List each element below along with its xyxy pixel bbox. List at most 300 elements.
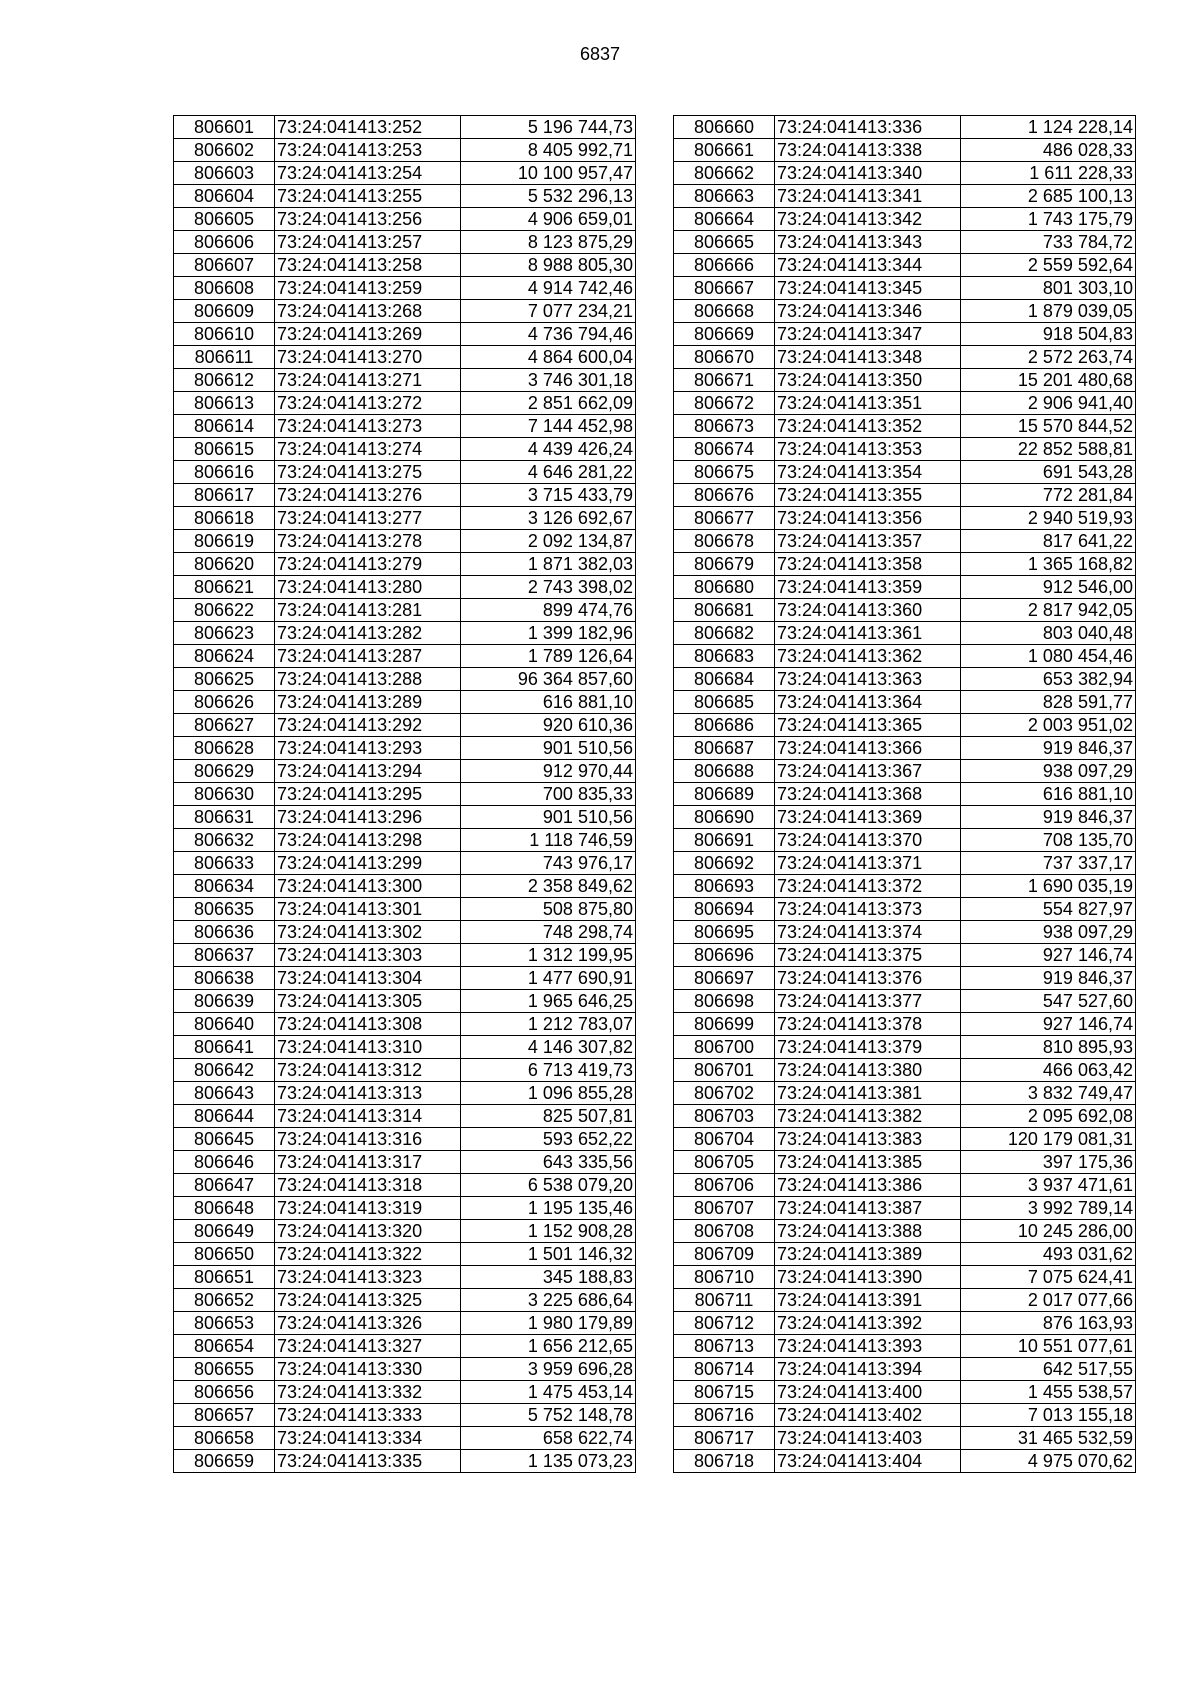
value-cell: 2 095 692,08 (961, 1105, 1136, 1128)
cadastral-number-cell: 73:24:041413:359 (775, 576, 961, 599)
cadastral-number-cell: 73:24:041413:296 (275, 806, 461, 829)
cadastral-number-cell: 73:24:041413:330 (275, 1358, 461, 1381)
table-row (674, 944, 1136, 967)
cadastral-number-cell: 73:24:041413:387 (775, 1197, 961, 1220)
value-cell: 1 312 199,95 (461, 944, 636, 967)
cadastral-number-cell: 73:24:041413:381 (775, 1082, 961, 1105)
cadastral-number-cell: 73:24:041413:325 (275, 1289, 461, 1312)
cadastral-number-cell: 73:24:041413:390 (775, 1266, 961, 1289)
table-row (174, 392, 636, 415)
value-cell: 466 063,42 (961, 1059, 1136, 1082)
table-row (174, 1381, 636, 1404)
cadastral-number-cell: 73:24:041413:252 (275, 116, 461, 139)
cadastral-number-cell: 73:24:041413:345 (775, 277, 961, 300)
cadastral-number-cell: 73:24:041413:373 (775, 898, 961, 921)
cadastral-number-cell: 73:24:041413:386 (775, 1174, 961, 1197)
cadastral-number-cell: 73:24:041413:385 (775, 1151, 961, 1174)
row-number-cell: 806607 (174, 254, 275, 277)
value-cell: 1 879 039,05 (961, 300, 1136, 323)
row-number-cell: 806646 (174, 1151, 275, 1174)
value-cell: 772 281,84 (961, 484, 1136, 507)
cadastral-number-cell: 73:24:041413:317 (275, 1151, 461, 1174)
value-cell: 642 517,55 (961, 1358, 1136, 1381)
value-cell: 4 439 426,24 (461, 438, 636, 461)
table-row (174, 921, 636, 944)
cadastral-number-cell: 73:24:041413:319 (275, 1197, 461, 1220)
value-cell: 8 405 992,71 (461, 139, 636, 162)
cadastral-number-cell: 73:24:041413:253 (275, 139, 461, 162)
cadastral-number-cell: 73:24:041413:300 (275, 875, 461, 898)
table-row (674, 277, 1136, 300)
value-cell: 708 135,70 (961, 829, 1136, 852)
cadastral-number-cell: 73:24:041413:302 (275, 921, 461, 944)
row-number-cell: 806679 (674, 553, 775, 576)
table-row (174, 438, 636, 461)
cadastral-number-cell: 73:24:041413:318 (275, 1174, 461, 1197)
cadastral-number-cell: 73:24:041413:392 (775, 1312, 961, 1335)
value-cell: 554 827,97 (961, 898, 1136, 921)
cadastral-number-cell: 73:24:041413:338 (775, 139, 961, 162)
value-cell: 8 988 805,30 (461, 254, 636, 277)
cadastral-number-cell: 73:24:041413:383 (775, 1128, 961, 1151)
value-cell: 2 851 662,09 (461, 392, 636, 415)
table-row (174, 484, 636, 507)
table-row (174, 300, 636, 323)
row-number-cell: 806691 (674, 829, 775, 852)
table-row (674, 1450, 1136, 1473)
value-cell: 1 212 783,07 (461, 1013, 636, 1036)
table-row (174, 875, 636, 898)
row-number-cell: 806611 (174, 346, 275, 369)
row-number-cell: 806680 (674, 576, 775, 599)
table-row (674, 1197, 1136, 1220)
row-number-cell: 806716 (674, 1404, 775, 1427)
value-cell: 616 881,10 (961, 783, 1136, 806)
cadastral-number-cell: 73:24:041413:313 (275, 1082, 461, 1105)
row-number-cell: 806690 (674, 806, 775, 829)
cadastral-number-cell: 73:24:041413:341 (775, 185, 961, 208)
row-number-cell: 806601 (174, 116, 275, 139)
value-cell: 1 124 228,14 (961, 116, 1136, 139)
row-number-cell: 806700 (674, 1036, 775, 1059)
cadastral-number-cell: 73:24:041413:312 (275, 1059, 461, 1082)
value-cell: 31 465 532,59 (961, 1427, 1136, 1450)
cadastral-number-cell: 73:24:041413:287 (275, 645, 461, 668)
value-cell: 901 510,56 (461, 737, 636, 760)
row-number-cell: 806678 (674, 530, 775, 553)
table-row (174, 783, 636, 806)
value-cell: 3 746 301,18 (461, 369, 636, 392)
value-cell: 743 976,17 (461, 852, 636, 875)
table-row (674, 139, 1136, 162)
value-cell: 5 196 744,73 (461, 116, 636, 139)
row-number-cell: 806675 (674, 461, 775, 484)
value-cell: 817 641,22 (961, 530, 1136, 553)
row-number-cell: 806605 (174, 208, 275, 231)
row-number-cell: 806603 (174, 162, 275, 185)
row-number-cell: 806643 (174, 1082, 275, 1105)
cadastral-number-cell: 73:24:041413:354 (775, 461, 961, 484)
value-cell: 4 646 281,22 (461, 461, 636, 484)
value-cell: 2 743 398,02 (461, 576, 636, 599)
cadastral-number-cell: 73:24:041413:355 (775, 484, 961, 507)
row-number-cell: 806698 (674, 990, 775, 1013)
table-row (174, 1036, 636, 1059)
table-row (674, 760, 1136, 783)
row-number-cell: 806639 (174, 990, 275, 1013)
row-number-cell: 806658 (174, 1427, 275, 1450)
cadastral-number-cell: 73:24:041413:404 (775, 1450, 961, 1473)
row-number-cell: 806671 (674, 369, 775, 392)
table-row (674, 208, 1136, 231)
value-cell: 918 504,83 (961, 323, 1136, 346)
cadastral-number-cell: 73:24:041413:305 (275, 990, 461, 1013)
cadastral-number-cell: 73:24:041413:275 (275, 461, 461, 484)
cadastral-number-cell: 73:24:041413:389 (775, 1243, 961, 1266)
row-number-cell: 806602 (174, 139, 275, 162)
value-cell: 547 527,60 (961, 990, 1136, 1013)
cadastral-number-cell: 73:24:041413:258 (275, 254, 461, 277)
cadastral-number-cell: 73:24:041413:377 (775, 990, 961, 1013)
table-row (174, 415, 636, 438)
cadastral-number-cell: 73:24:041413:332 (275, 1381, 461, 1404)
value-cell: 15 570 844,52 (961, 415, 1136, 438)
table-row (174, 622, 636, 645)
value-cell: 4 914 742,46 (461, 277, 636, 300)
value-cell: 1 195 135,46 (461, 1197, 636, 1220)
table-row (674, 1128, 1136, 1151)
value-cell: 899 474,76 (461, 599, 636, 622)
table-row (174, 1358, 636, 1381)
value-cell: 15 201 480,68 (961, 369, 1136, 392)
value-cell: 7 075 624,41 (961, 1266, 1136, 1289)
table-row (174, 1450, 636, 1473)
value-cell: 803 040,48 (961, 622, 1136, 645)
row-number-cell: 806627 (174, 714, 275, 737)
cadastral-number-cell: 73:24:041413:288 (275, 668, 461, 691)
value-cell: 825 507,81 (461, 1105, 636, 1128)
table-row (174, 1404, 636, 1427)
table-row (174, 852, 636, 875)
row-number-cell: 806631 (174, 806, 275, 829)
table-row (174, 1105, 636, 1128)
row-number-cell: 806647 (174, 1174, 275, 1197)
table-row (174, 162, 636, 185)
cadastral-number-cell: 73:24:041413:376 (775, 967, 961, 990)
value-cell: 1 475 453,14 (461, 1381, 636, 1404)
row-number-cell: 806712 (674, 1312, 775, 1335)
row-number-cell: 806659 (174, 1450, 275, 1473)
value-cell: 6 538 079,20 (461, 1174, 636, 1197)
row-number-cell: 806624 (174, 645, 275, 668)
table-row (674, 231, 1136, 254)
value-cell: 10 245 286,00 (961, 1220, 1136, 1243)
cadastral-number-cell: 73:24:041413:351 (775, 392, 961, 415)
row-number-cell: 806686 (674, 714, 775, 737)
right-data-table (673, 115, 1136, 1473)
row-number-cell: 806693 (674, 875, 775, 898)
value-cell: 22 852 588,81 (961, 438, 1136, 461)
table-row (674, 1289, 1136, 1312)
table-row (174, 185, 636, 208)
value-cell: 1 365 168,82 (961, 553, 1136, 576)
cadastral-number-cell: 73:24:041413:388 (775, 1220, 961, 1243)
row-number-cell: 806699 (674, 1013, 775, 1036)
table-row (674, 415, 1136, 438)
value-cell: 927 146,74 (961, 944, 1136, 967)
cadastral-number-cell: 73:24:041413:257 (275, 231, 461, 254)
table-row (674, 668, 1136, 691)
cadastral-number-cell: 73:24:041413:352 (775, 415, 961, 438)
value-cell: 1 399 182,96 (461, 622, 636, 645)
table-row (174, 645, 636, 668)
row-number-cell: 806636 (174, 921, 275, 944)
value-cell: 4 146 307,82 (461, 1036, 636, 1059)
row-number-cell: 806683 (674, 645, 775, 668)
cadastral-number-cell: 73:24:041413:350 (775, 369, 961, 392)
cadastral-number-cell: 73:24:041413:340 (775, 162, 961, 185)
row-number-cell: 806703 (674, 1105, 775, 1128)
row-number-cell: 806697 (674, 967, 775, 990)
row-number-cell: 806626 (174, 691, 275, 714)
row-number-cell: 806622 (174, 599, 275, 622)
row-number-cell: 806711 (674, 1289, 775, 1312)
row-number-cell: 806682 (674, 622, 775, 645)
cadastral-number-cell: 73:24:041413:357 (775, 530, 961, 553)
row-number-cell: 806706 (674, 1174, 775, 1197)
row-number-cell: 806696 (674, 944, 775, 967)
table-row (174, 944, 636, 967)
table-row (174, 1220, 636, 1243)
value-cell: 3 959 696,28 (461, 1358, 636, 1381)
table-row (174, 461, 636, 484)
row-number-cell: 806644 (174, 1105, 275, 1128)
row-number-cell: 806642 (174, 1059, 275, 1082)
value-cell: 4 736 794,46 (461, 323, 636, 346)
cadastral-number-cell: 73:24:041413:369 (775, 806, 961, 829)
value-cell: 3 832 749,47 (961, 1082, 1136, 1105)
value-cell: 7 077 234,21 (461, 300, 636, 323)
row-number-cell: 806715 (674, 1381, 775, 1404)
row-number-cell: 806669 (674, 323, 775, 346)
table-row (674, 1105, 1136, 1128)
table-row (674, 461, 1136, 484)
row-number-cell: 806651 (174, 1266, 275, 1289)
cadastral-number-cell: 73:24:041413:402 (775, 1404, 961, 1427)
cadastral-number-cell: 73:24:041413:304 (275, 967, 461, 990)
cadastral-number-cell: 73:24:041413:282 (275, 622, 461, 645)
row-number-cell: 806663 (674, 185, 775, 208)
table-row (174, 369, 636, 392)
cadastral-number-cell: 73:24:041413:347 (775, 323, 961, 346)
value-cell: 748 298,74 (461, 921, 636, 944)
table-row (674, 576, 1136, 599)
row-number-cell: 806619 (174, 530, 275, 553)
table-row (174, 507, 636, 530)
table-row (674, 622, 1136, 645)
row-number-cell: 806701 (674, 1059, 775, 1082)
row-number-cell: 806710 (674, 1266, 775, 1289)
value-cell: 2 003 951,02 (961, 714, 1136, 737)
row-number-cell: 806684 (674, 668, 775, 691)
cadastral-number-cell: 73:24:041413:320 (275, 1220, 461, 1243)
cadastral-number-cell: 73:24:041413:322 (275, 1243, 461, 1266)
value-cell: 912 970,44 (461, 760, 636, 783)
row-number-cell: 806692 (674, 852, 775, 875)
cadastral-number-cell: 73:24:041413:374 (775, 921, 961, 944)
table-row (174, 1243, 636, 1266)
row-number-cell: 806673 (674, 415, 775, 438)
table-row (174, 1082, 636, 1105)
table-row (174, 1059, 636, 1082)
table-row (674, 254, 1136, 277)
cadastral-number-cell: 73:24:041413:378 (775, 1013, 961, 1036)
cadastral-number-cell: 73:24:041413:298 (275, 829, 461, 852)
value-cell: 3 992 789,14 (961, 1197, 1136, 1220)
cadastral-number-cell: 73:24:041413:356 (775, 507, 961, 530)
value-cell: 1 980 179,89 (461, 1312, 636, 1335)
row-number-cell: 806664 (674, 208, 775, 231)
row-number-cell: 806610 (174, 323, 275, 346)
row-number-cell: 806608 (174, 277, 275, 300)
table-row (174, 1289, 636, 1312)
value-cell: 1 743 175,79 (961, 208, 1136, 231)
cadastral-number-cell: 73:24:041413:365 (775, 714, 961, 737)
row-number-cell: 806714 (674, 1358, 775, 1381)
cadastral-number-cell: 73:24:041413:293 (275, 737, 461, 760)
cadastral-number-cell: 73:24:041413:272 (275, 392, 461, 415)
row-number-cell: 806612 (174, 369, 275, 392)
row-number-cell: 806613 (174, 392, 275, 415)
cadastral-number-cell: 73:24:041413:292 (275, 714, 461, 737)
row-number-cell: 806621 (174, 576, 275, 599)
cadastral-number-cell: 73:24:041413:274 (275, 438, 461, 461)
cadastral-number-cell: 73:24:041413:326 (275, 1312, 461, 1335)
table-row (174, 1013, 636, 1036)
value-cell: 700 835,33 (461, 783, 636, 806)
row-number-cell: 806606 (174, 231, 275, 254)
cadastral-number-cell: 73:24:041413:364 (775, 691, 961, 714)
table-row (174, 1335, 636, 1358)
row-number-cell: 806645 (174, 1128, 275, 1151)
value-cell: 938 097,29 (961, 760, 1136, 783)
row-number-cell: 806661 (674, 139, 775, 162)
cadastral-number-cell: 73:24:041413:400 (775, 1381, 961, 1404)
value-cell: 1 501 146,32 (461, 1243, 636, 1266)
value-cell: 120 179 081,31 (961, 1128, 1136, 1151)
value-cell: 1 611 228,33 (961, 162, 1136, 185)
table-row (674, 300, 1136, 323)
value-cell: 6 713 419,73 (461, 1059, 636, 1082)
row-number-cell: 806655 (174, 1358, 275, 1381)
row-number-cell: 806653 (174, 1312, 275, 1335)
cadastral-number-cell: 73:24:041413:269 (275, 323, 461, 346)
table-row (674, 1404, 1136, 1427)
cadastral-number-cell: 73:24:041413:314 (275, 1105, 461, 1128)
table-row (174, 1128, 636, 1151)
table-row (174, 530, 636, 553)
table-row (174, 668, 636, 691)
value-cell: 691 543,28 (961, 461, 1136, 484)
table-row (674, 783, 1136, 806)
table-row (674, 1036, 1136, 1059)
value-cell: 1 152 908,28 (461, 1220, 636, 1243)
table-row (674, 116, 1136, 139)
row-number-cell: 806681 (674, 599, 775, 622)
cadastral-number-cell: 73:24:041413:277 (275, 507, 461, 530)
cadastral-number-cell: 73:24:041413:362 (775, 645, 961, 668)
table-row (674, 829, 1136, 852)
cadastral-number-cell: 73:24:041413:294 (275, 760, 461, 783)
value-cell: 5 532 296,13 (461, 185, 636, 208)
left-data-table (173, 115, 636, 1473)
cadastral-number-cell: 73:24:041413:271 (275, 369, 461, 392)
value-cell: 7 013 155,18 (961, 1404, 1136, 1427)
value-cell: 919 846,37 (961, 967, 1136, 990)
value-cell: 919 846,37 (961, 737, 1136, 760)
row-number-cell: 806662 (674, 162, 775, 185)
table-row (174, 231, 636, 254)
cadastral-number-cell: 73:24:041413:301 (275, 898, 461, 921)
row-number-cell: 806657 (174, 1404, 275, 1427)
cadastral-number-cell: 73:24:041413:254 (275, 162, 461, 185)
value-cell: 920 610,36 (461, 714, 636, 737)
row-number-cell: 806641 (174, 1036, 275, 1059)
value-cell: 5 752 148,78 (461, 1404, 636, 1427)
cadastral-number-cell: 73:24:041413:273 (275, 415, 461, 438)
row-number-cell: 806689 (674, 783, 775, 806)
row-number-cell: 806668 (674, 300, 775, 323)
value-cell: 345 188,83 (461, 1266, 636, 1289)
cadastral-number-cell: 73:24:041413:367 (775, 760, 961, 783)
cadastral-number-cell: 73:24:041413:391 (775, 1289, 961, 1312)
value-cell: 733 784,72 (961, 231, 1136, 254)
value-cell: 3 937 471,61 (961, 1174, 1136, 1197)
value-cell: 801 303,10 (961, 277, 1136, 300)
value-cell: 828 591,77 (961, 691, 1136, 714)
table-row (174, 1312, 636, 1335)
table-row (674, 507, 1136, 530)
row-number-cell: 806625 (174, 668, 275, 691)
cadastral-number-cell: 73:24:041413:382 (775, 1105, 961, 1128)
value-cell: 2 092 134,87 (461, 530, 636, 553)
row-number-cell: 806665 (674, 231, 775, 254)
table-row (174, 116, 636, 139)
cadastral-number-cell: 73:24:041413:371 (775, 852, 961, 875)
cadastral-number-cell: 73:24:041413:366 (775, 737, 961, 760)
table-row (174, 553, 636, 576)
row-number-cell: 806685 (674, 691, 775, 714)
value-cell: 4 975 070,62 (961, 1450, 1136, 1473)
cadastral-number-cell: 73:24:041413:342 (775, 208, 961, 231)
row-number-cell: 806660 (674, 116, 775, 139)
table-row (674, 346, 1136, 369)
value-cell: 938 097,29 (961, 921, 1136, 944)
cadastral-number-cell: 73:24:041413:348 (775, 346, 961, 369)
table-row (174, 990, 636, 1013)
row-number-cell: 806617 (174, 484, 275, 507)
table-row (674, 852, 1136, 875)
cadastral-number-cell: 73:24:041413:327 (275, 1335, 461, 1358)
value-cell: 486 028,33 (961, 139, 1136, 162)
value-cell: 2 906 941,40 (961, 392, 1136, 415)
value-cell: 876 163,93 (961, 1312, 1136, 1335)
table-row (174, 254, 636, 277)
table-row (174, 277, 636, 300)
row-number-cell: 806709 (674, 1243, 775, 1266)
row-number-cell: 806648 (174, 1197, 275, 1220)
value-cell: 7 144 452,98 (461, 415, 636, 438)
